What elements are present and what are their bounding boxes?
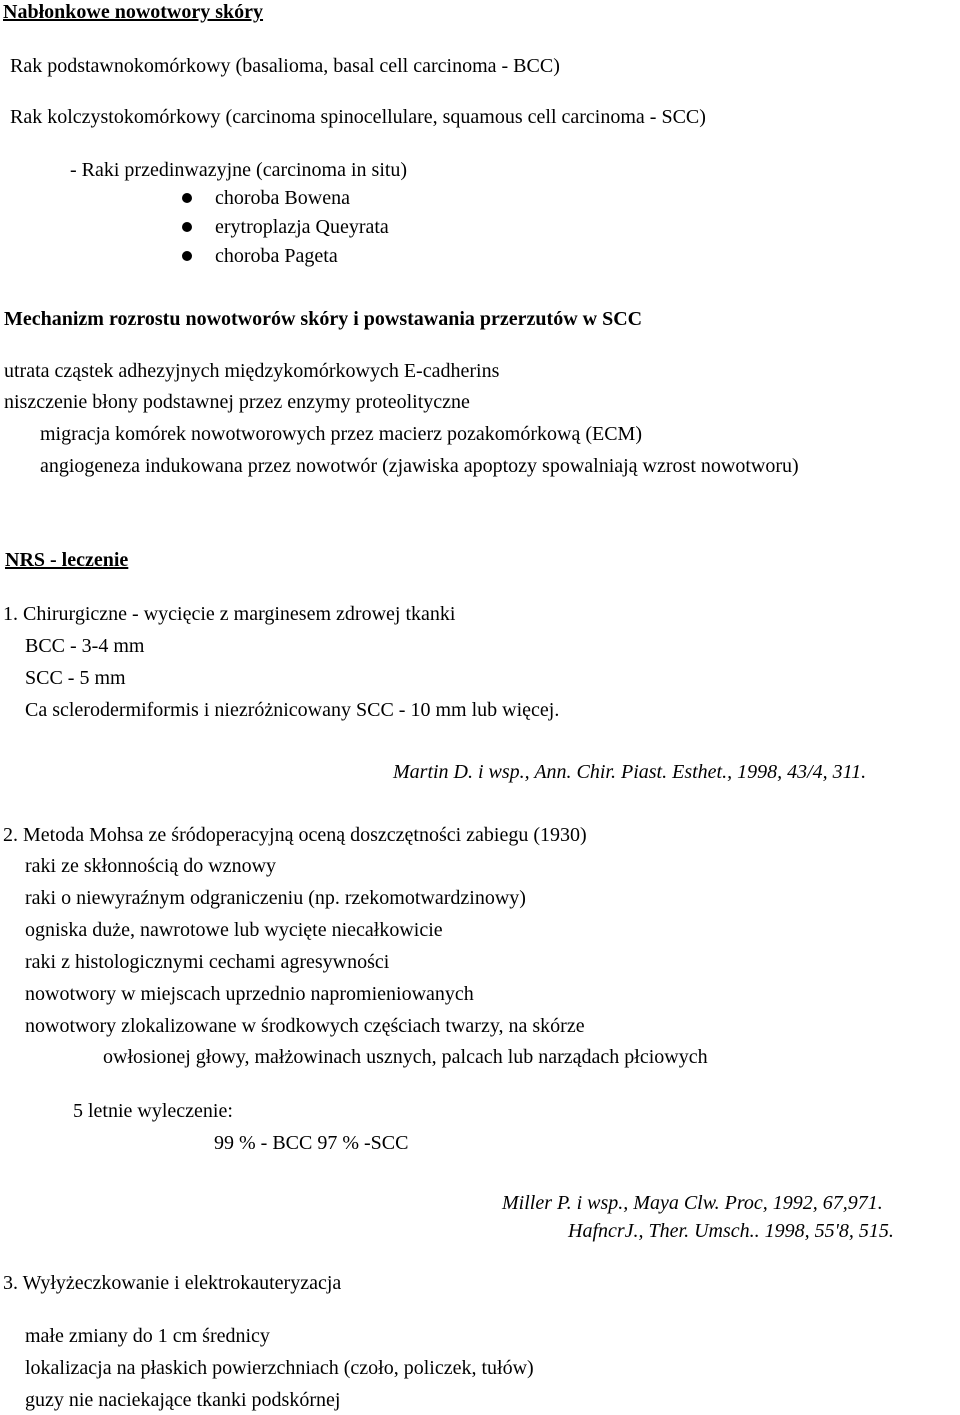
mechanism-line: utrata cząstek adhezyjnych międzykomórkowych E-cadherins bbox=[4, 360, 500, 382]
item2-line: nowotwory zlokalizowane w środkowych częściach twarzy, na skórze bbox=[25, 1015, 585, 1037]
item2-line: raki z histologicznymi cechami agresywności bbox=[25, 951, 390, 973]
mechanism-heading: Mechanizm rozrostu nowotworów skóry i powstawania przerzutów w SCC bbox=[4, 308, 643, 330]
bcc-line: Rak podstawnokomórkowy (basalioma, basal cell carcinoma - BCC) bbox=[10, 55, 560, 77]
mechanism-line: angiogeneza indukowana przez nowotwór (zjawiska apoptozy spowalniają wzrost nowotworu) bbox=[40, 455, 799, 477]
preinvasive-line: - Raki przedinwazyjne (carcinoma in situ) bbox=[70, 159, 408, 181]
item3-title: 3. Wyłyżeczkowanie i elektrokauteryzacja bbox=[3, 1272, 342, 1294]
item2-line: nowotwory w miejscach uprzednio napromieniowanych bbox=[25, 983, 474, 1005]
cure-label: 5 letnie wyleczenie: bbox=[73, 1100, 233, 1122]
mechanism-line: niszczenie błony podstawnej przez enzymy proteolityczne bbox=[4, 391, 470, 413]
item2-line: raki ze skłonnością do wznowy bbox=[25, 855, 277, 877]
item2-title: 2. Metoda Mohsa ze śródoperacyjną oceną doszczętności zabiegu (1930) bbox=[3, 824, 587, 846]
reference-1: Martin D. i wsp., Ann. Chir. Piast. Esthet., 1998, 43/4, 311. bbox=[393, 761, 867, 783]
scc-line: Rak kolczystokomórkowy (carcinoma spinocellulare, squamous cell carcinoma - SCC) bbox=[10, 106, 706, 128]
cure-values: 99 % - BCC 97 % -SCC bbox=[214, 1132, 409, 1154]
reference-2a: Miller P. i wsp., Maya Clw. Proc, 1992, 67,971. bbox=[502, 1192, 883, 1214]
item2-line: raki o niewyraźnym odgraniczeniu (np. rzekomotwardzinowy) bbox=[25, 887, 526, 909]
item3-line: małe zmiany do 1 cm średnicy bbox=[25, 1325, 270, 1347]
item2-line: ogniska duże, nawrotowe lub wycięte niecałkowicie bbox=[25, 919, 443, 941]
reference-2b: HafncrJ., Ther. Umsch.. 1998, 55'8, 515. bbox=[568, 1220, 894, 1242]
mechanism-line: migracja komórek nowotworowych przez macierz pozakomórkową (ECM) bbox=[40, 423, 643, 445]
bullet-icon bbox=[182, 193, 192, 203]
item2-line: owłosionej głowy, małżowinach usznych, palcach lub narządach płciowych bbox=[103, 1046, 708, 1068]
bullet-icon bbox=[182, 222, 192, 232]
page-title: Nabłonkowe nowotwory skóry bbox=[3, 1, 264, 23]
preinvasive-item-paget: choroba Pageta bbox=[215, 245, 338, 267]
preinvasive-item-queyrat: erytroplazja Queyrata bbox=[215, 216, 389, 238]
preinvasive-item-bowen: choroba Bowena bbox=[215, 187, 350, 209]
item1-line: Ca sclerodermiformis i niezróżnicowany SCC - 10 mm lub więcej. bbox=[25, 699, 560, 721]
item1-line: BCC - 3-4 mm bbox=[25, 635, 145, 657]
item3-line: lokalizacja na płaskich powierzchniach (czoło, policzek, tułów) bbox=[25, 1357, 534, 1379]
bullet-icon bbox=[182, 251, 192, 261]
item3-line: guzy nie naciekające tkanki podskórnej bbox=[25, 1389, 341, 1411]
item1-title: 1. Chirurgiczne - wycięcie z marginesem zdrowej tkanki bbox=[3, 603, 456, 625]
nrs-heading: NRS - leczenie bbox=[5, 549, 129, 571]
item1-line: SCC - 5 mm bbox=[25, 667, 126, 689]
